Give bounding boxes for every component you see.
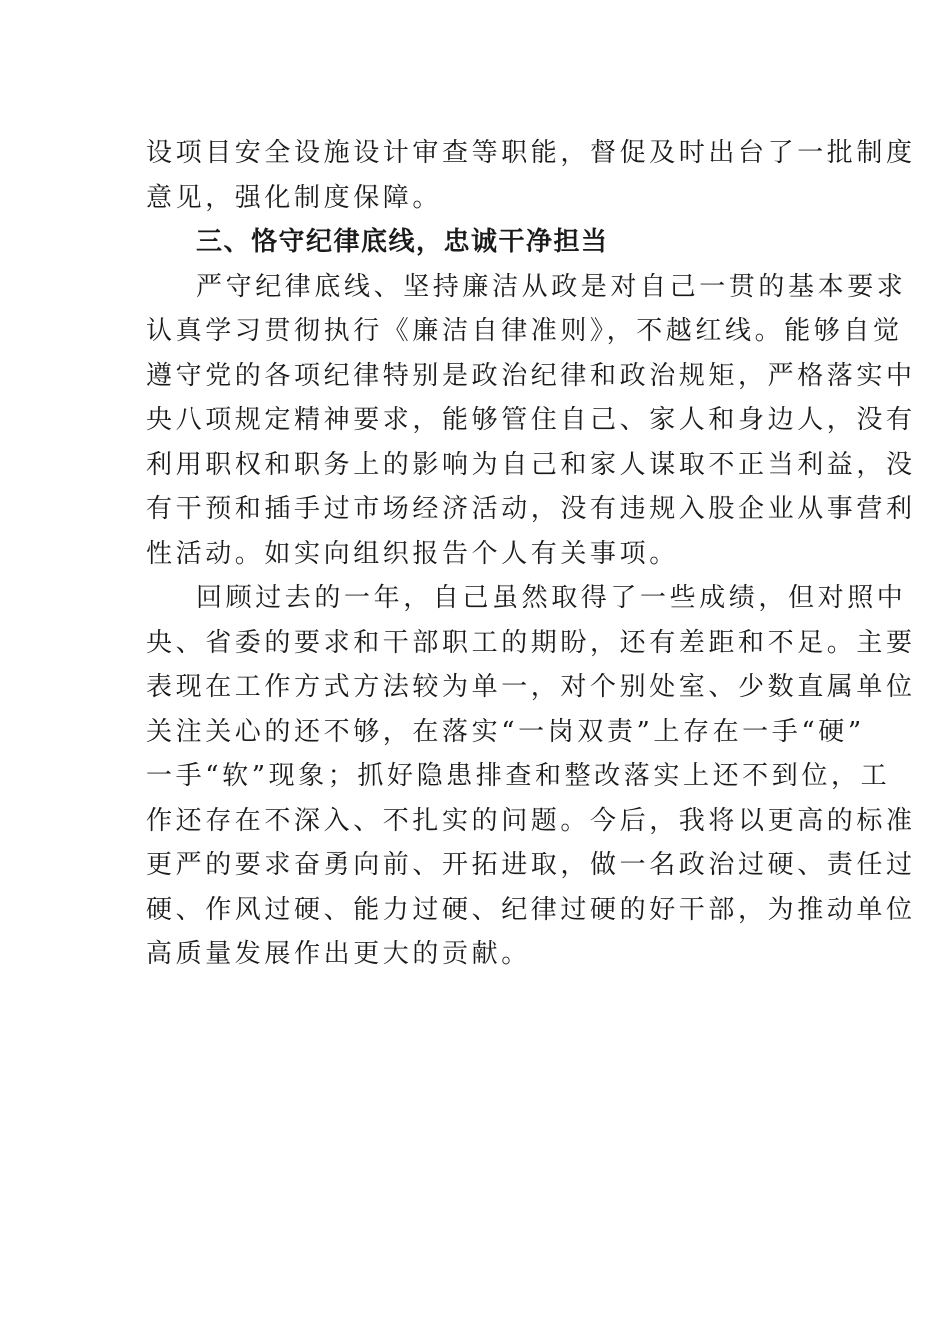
text-line: 关注关心的还不够，在落实“一岗双责”上存在一手“硬” [146, 716, 865, 747]
document-body [146, 131, 916, 977]
section-heading: 三、恪守纪律底线，忠诚干净担当 [196, 227, 609, 257]
text-line: 硬、作风过硬、能力过硬、纪律过硬的好干部，为推动单位 [146, 894, 916, 925]
continuation-paragraph [146, 131, 916, 220]
text-line: 一手“软”现象；抓好隐患排查和整改落实上还不到位，工 [146, 761, 891, 791]
text-line: 认真学习贯彻执行《廉洁自律准则》，不越红线。能够自觉 [146, 316, 903, 346]
text-line: 高质量发展作出更大的贡献。 [146, 939, 531, 969]
text-line: 利用职权和职务上的影响为自己和家人谋取不正当利益，没 [146, 449, 916, 480]
text-line: 有干预和插手过市场经济活动，没有违规入股企业从事营利 [146, 494, 916, 524]
paragraph-review [146, 576, 916, 977]
text-line: 严守纪律底线、坚持廉洁从政是对自己一贯的基本要求 [196, 271, 907, 302]
text-line: 回顾过去的一年，自己虽然取得了一些成绩，但对照中 [196, 583, 907, 613]
text-line: 央、省委的要求和干部职工的期盼，还有差距和不足。主要 [146, 627, 916, 658]
paragraph-discipline [146, 265, 916, 577]
text-line: 设项目安全设施设计审查等职能，督促及时出台了一批制度 [146, 138, 916, 168]
text-line: 遵守党的各项纪律特别是政治纪律和政治规矩，严格落实中 [146, 360, 916, 391]
text-line: 表现在工作方式方法较为单一，对个别处室、少数直属单位 [146, 672, 916, 702]
text-line: 意见，强化制度保障。 [146, 182, 443, 213]
text-line: 更严的要求奋勇向前、开拓进取，做一名政治过硬、责任过 [146, 850, 916, 880]
text-line: 央八项规定精神要求，能够管住自己、家人和身边人，没有 [146, 405, 916, 435]
text-line: 作还存在不深入、不扎实的问题。今后，我将以更高的标准 [146, 805, 916, 836]
text-line: 性活动。如实向组织报告个人有关事项。 [146, 538, 679, 569]
